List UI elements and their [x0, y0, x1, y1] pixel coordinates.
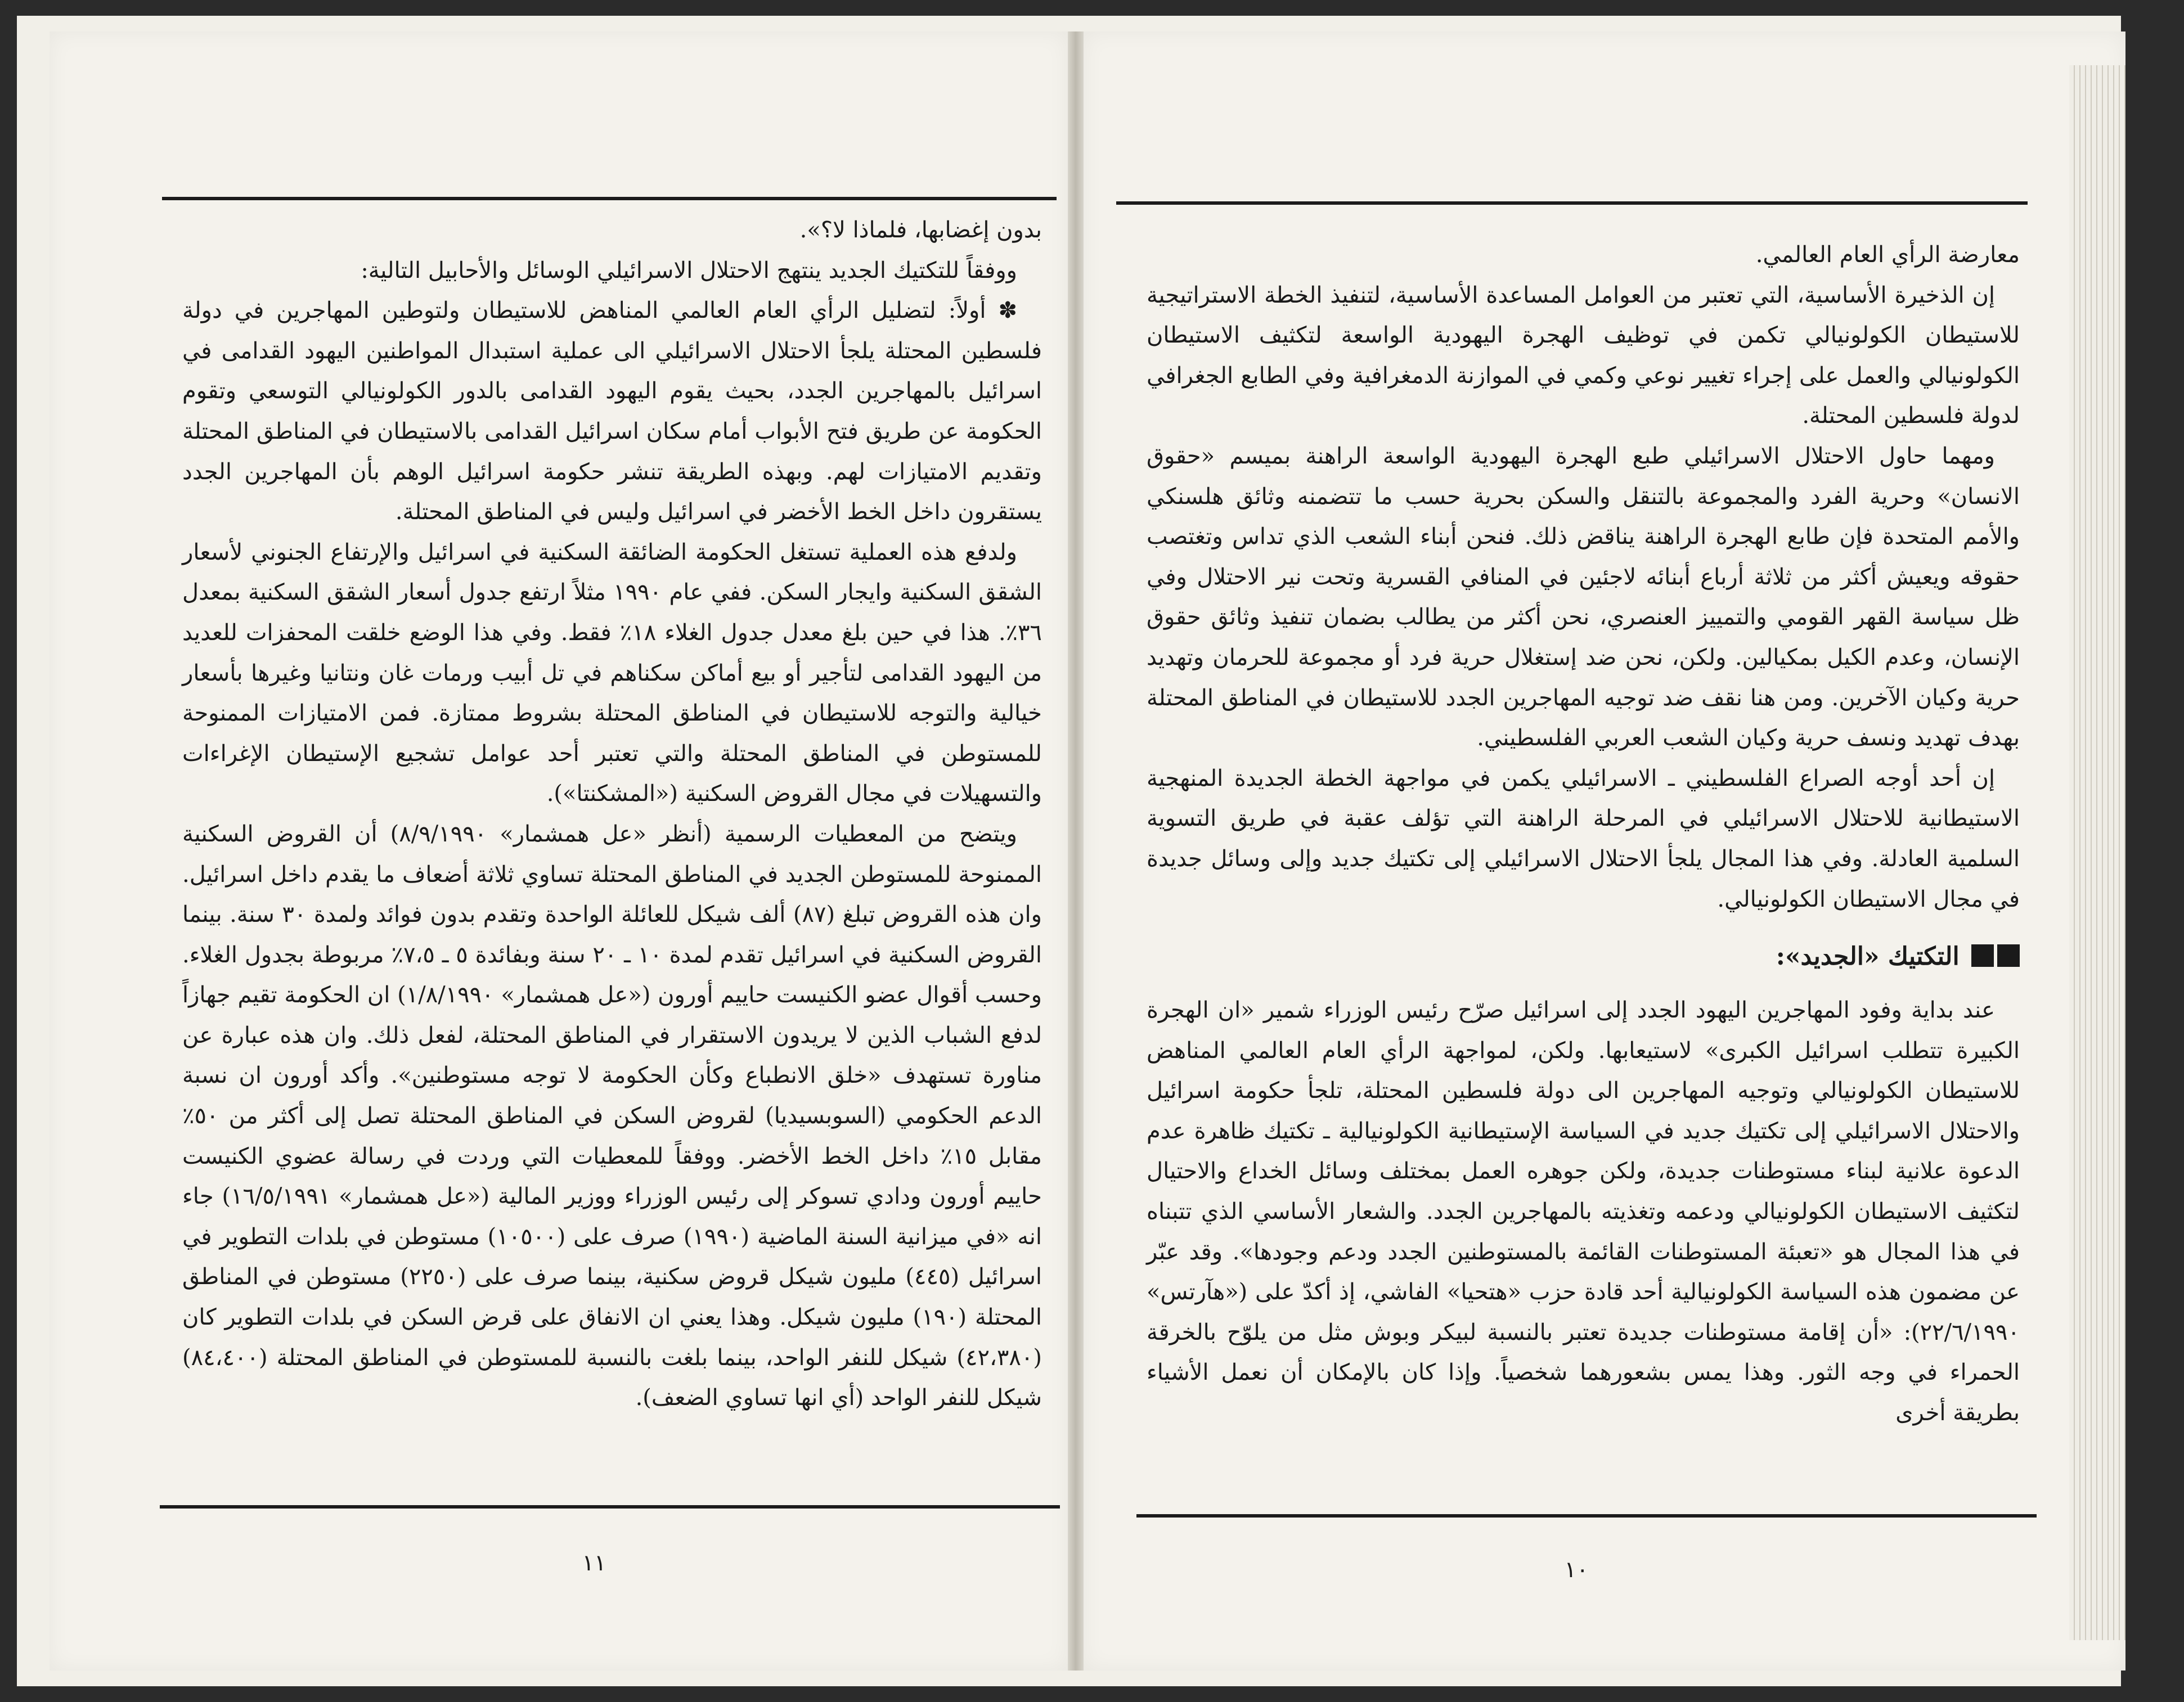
paragraph: عند بداية وفود المهاجرين اليهود الجدد إلى اسرائيل صرّح رئيس الوزراء شمير «ان الهجرة الكبيرة تتطلب اسرائيل الكبرى» لاستيعابها. ولكن، لمواجهة الرأي العام العالمي المناهض للاستيطان الكولونيالي وتوجيه المهاجرين الى دولة فلسطين المحتلة، تلجأ حكومة اسرائيل والاحتلال الاسرائيلي إلى تكتيك جديد في السياسة الإستيطانية الكولونيالية ـ تكتيك ظاهرة عدم الدعوة علانية لبناء مستوطنات جديدة، ولكن جوهره العمل بمختلف وسائل الخداع والاحتيال لتكثيف الاستيطان الكولونيالي ودعمه وتغذيته بالمهاجرين الجدد. والشعار الأساسي الذي تتبناه في هذا المجال هو «تعبئة المستوطنات القائمة بالمستوطنين الجدد ودعم وجودها». وقد عبّر عن مضمون هذه السياسة الكولونيالية أحد قادة حزب «هتحيا» الفاشي، إذ أكدّ على («هآرتس» ٢٢/٦/١٩٩٠): «أن إقامة مستوطنات جديدة تعتبر بالنسبة لبيكر وبوش مثل من يلوّح بالخرقة الحمراء في وجه الثور. وهذا يمس بشعورهما شخصياً. وإذا كان بالإمكان أن نعمل الأشياء بطريقة أخرى [1147, 997, 2020, 1426]
paragraph: ويتضح من المعطيات الرسمية (أنظر «عل همشمار» ٨/٩/١٩٩٠) أن القروض السكنية الممنوحة للمستوطن الجديد في المناطق المحتلة تساوي ثلاثة أضعاف ما يقدم داخل اسرائيل. وان هذه القروض تبلغ (٨٧) ألف شيكل للعائلة الواحدة وتقدم بدون فوائد ولمدة ٣٠ سنة. بينما القروض السكنية في اسرائيل تقدم لمدة ١٠ ـ ٢٠ سنة وبفائدة ٥ ـ ٧،٥٪ مربوطة بجدول الغلاء. وحسب أقوال عضو الكنيست حاييم أورون («عل همشمار» ١/٨/١٩٩٠) ان الحكومة تقيم جهازاً لدفع الشباب الذين لا يريدون الاستقرار في المناطق المحتلة، لفعل ذلك. وان هذه عبارة عن مناورة تستهدف «خلق الانطباع وكأن الحكومة لا توجه مستوطنين». وأكد أورون ان نسبة الدعم الحكومي (السوبسيديا) لقروض السكن في المناطق المحتلة تصل إلى أكثر من ٥٠٪ مقابل ١٥٪ داخل الخط الأخضر. ووفقاً للمعطيات التي وردت في رسالة عضوي الكنيست حاييم أورون ودادي تسوكر إلى رئيس الوزراء ووزير المالية («عل همشمار» ١٦/٥/١٩٩١) جاء انه «في ميزانية السنة الماضية (١٩٩٠) صرف على (١٠٥٠٠) مستوطن في بلدات التطوير في اسرائيل (٤٤٥) مليون شيكل قروض سكنية، بينما صرف على (٢٢٥٠) مستوطن في المناطق المحتلة (١٩٠) مليون شيكل. وهذا يعني ان الانفاق على قرض السكن في بلدات التطوير كان (٤٢،٣٨٠) شيكل للنفر الواحد، بينما بلغت بالنسبة للمستوطن في المناطق المحتلة (٨٤،٤٠٠) شيكل للنفر الواحد (أي انها تساوي الضعف). [182, 821, 1042, 1411]
paragraph: معارضة الرأي العام العالمي. [1755, 242, 2020, 268]
page-number: ١٠ [1564, 1557, 1589, 1583]
heading-square-icon [1997, 944, 2020, 967]
left-page [50, 31, 1068, 1671]
right-page-body [1147, 235, 2020, 1434]
top-rule [162, 197, 1057, 200]
top-rule [1116, 201, 2028, 205]
page-number: ١١ [582, 1550, 606, 1576]
page-edges [2069, 65, 2125, 1640]
left-page-body [182, 210, 1042, 1419]
paragraph: بدون إغضابها، فلماذا لا؟». [799, 217, 1042, 243]
paragraph: ✽ أولاً: لتضليل الرأي العام العالمي المناهض للاستيطان ولتوطين المهاجرين في دولة فلسطين المحتلة يلجأ الاحتلال الاسرائيلي الى عملية استبدال المواطنين اليهود القدامى في اسرائيل بالمهاجرين الجدد، بحيث يقوم اليهود القدامى بالدور الكولونيالي التوسعي وتقوم الحكومة عن طريق فتح الأبواب أمام سكان اسرائيل القدامى بالاستيطان في المناطق المحتلة وتقديم الامتيازات لهم. وبهذه الطريقة تنشر حكومة اسرائيل الوهم بأن المهاجرين الجدد يستقرون داخل الخط الأخضر في اسرائيل وليس في المناطق المحتلة. [182, 298, 1042, 525]
book-spread [17, 16, 2121, 1686]
paragraph: إن أحد أوجه الصراع الفلسطيني ـ الاسرائيلي يكمن في مواجهة الخطة الجديدة المنهجية الاستيطانية للاحتلال الاسرائيلي في المرحلة الراهنة التي تؤلف عقبة في طريق التسوية السلمية العادلة. وفي هذا المجال يلجأ الاحتلال الاسرائيلي إلى تكتيك جديد وإلى وسائل جديدة في مجال الاستيطان الكولونيالي. [1147, 765, 2020, 912]
book-gutter [1068, 31, 1084, 1671]
paragraph: ومهما حاول الاحتلال الاسرائيلي طبع الهجرة اليهودية الواسعة الراهنة بميسم «حقوق الانسان» وحرية الفرد والمجموعة بالتنقل والسكن بحرية حسب ما تتضمنه وثائق هلسنكي والأمم المتحدة فإن طابع الهجرة الراهنة يناقض ذلك. فنحن أبناء الشعب الذي تداس وتغتصب حقوقه ويعيش أكثر من ثلاثة أرباع أبنائه لاجئين في المنافي القسرية وتحت نير الاحتلال وفي ظل سياسة القهر القومي والتمييز العنصري، نحن أكثر من يطالب بضمان تنفيذ وثائق حقوق الإنسان، وعدم الكيل بمكيالين. ولكن، نحن ضد إستغلال حرية فرد أو مجموعة للحرمان وتهديد حرية وكيان الآخرين. ومن هنا نقف ضد توجيه المهاجرين الجدد للاستيطان في المناطق المحتلة بهدف تهديد ونسف حرية وكيان الشعب العربي الفلسطيني. [1147, 443, 2020, 751]
paragraph: ولدفع هذه العملية تستغل الحكومة الضائقة السكنية في اسرائيل والإرتفاع الجنوني لأسعار الشقق السكنية وايجار السكن. ففي عام ١٩٩٠ مثلاً ارتفع جدول أسعار الشقق السكنية بمعدل ٣٦٪. هذا في حين بلغ معدل جدول الغلاء ١٨٪ فقط. وفي هذا الوضع خلقت المحفزات للعديد من اليهود القدامى لتأجير أو بيع أماكن سكناهم في تل أبيب ورمات غان ونتانيا وغيرها بأسعار خيالية والتوجه للاستيطان في المناطق المحتلة بشروط ممتازة. فمن الامتيازات الممنوحة للمستوطن في المناطق المحتلة والتي تعتبر أحد عوامل تشجيع الإستيطان الإغراءات والتسهيلات في مجال القروض السكنية («المشكنتا»). [182, 539, 1042, 807]
paragraph: إن الذخيرة الأساسية، التي تعتبر من العوامل المساعدة الأساسية، لتنفيذ الخطة الاستراتيجية للاستيطان الكولونيالي تكمن في توظيف الهجرة اليهودية الواسعة لتكثيف الاستيطان الكولونيالي والعمل على إجراء تغيير نوعي وكمي في الموازنة الدمغرافية وفي الطابع الجغرافي لدولة فلسطين المحتلة. [1147, 282, 2020, 429]
bottom-rule [1136, 1514, 2037, 1518]
paragraph: ووفقاً للتكتيك الجديد ينتهج الاحتلال الاسرائيلي الوسائل والأحابيل التالية: [361, 257, 1017, 283]
heading-square-icon [1971, 944, 1994, 967]
section-heading-text: التكتيك «الجديد»: [1776, 942, 1960, 971]
bottom-rule [160, 1505, 1060, 1509]
section-heading [1147, 936, 2020, 977]
right-page [1084, 31, 2125, 1671]
